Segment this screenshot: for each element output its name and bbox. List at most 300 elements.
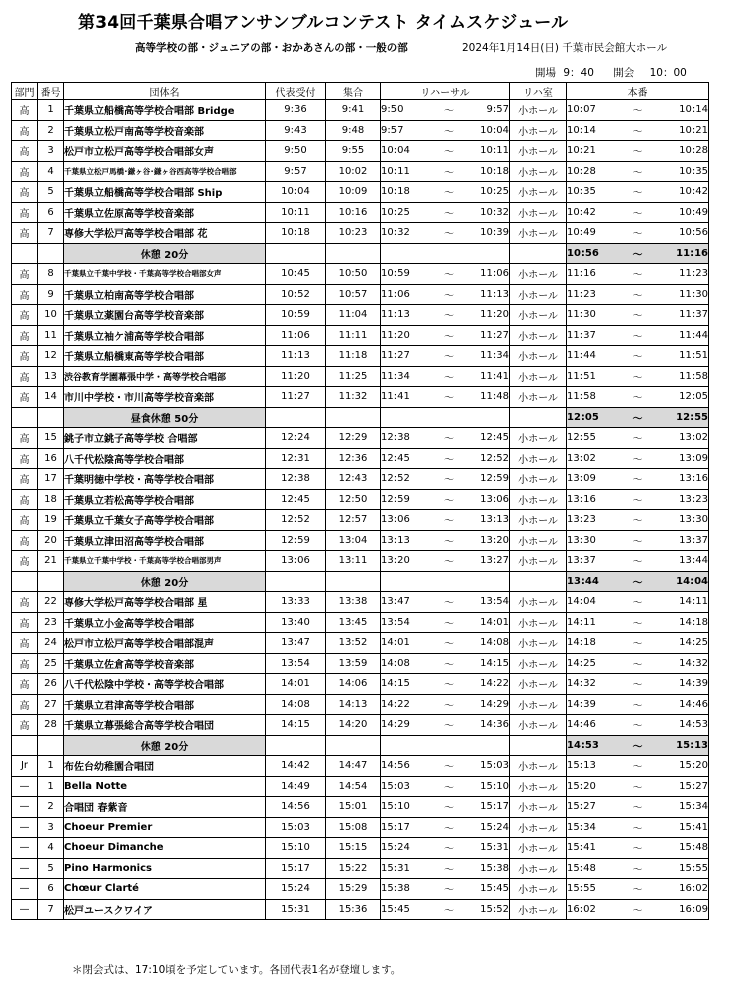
performance-start: 14:32	[567, 674, 624, 695]
performance-start: 13:30	[567, 530, 624, 551]
division-cell: —	[12, 776, 38, 797]
assembly-cell: 12:36	[326, 448, 381, 469]
reception-cell: 15:31	[266, 899, 326, 920]
rehearsal-start: 11:20	[381, 325, 437, 346]
rehearsal-start: 10:04	[381, 141, 437, 162]
reception-cell	[266, 407, 326, 428]
tilde-separator: 〜	[624, 633, 652, 654]
reception-cell: 12:38	[266, 469, 326, 490]
performance-start: 11:44	[567, 346, 624, 367]
number-cell: 25	[38, 653, 64, 674]
table-row	[12, 182, 709, 203]
rehearsal-room-cell: 小ホール	[510, 858, 567, 879]
division-cell: 高	[12, 284, 38, 305]
assembly-cell: 14:20	[326, 715, 381, 736]
tilde-separator: 〜	[624, 202, 652, 223]
group-name-cell: Choeur Premier	[64, 817, 266, 838]
rehearsal-room-cell: 小ホール	[510, 510, 567, 531]
performance-start: 13:44	[567, 571, 624, 592]
reception-cell: 15:17	[266, 858, 326, 879]
rehearsal-end: 15:24	[462, 817, 510, 838]
tilde-separator: 〜	[437, 612, 462, 633]
group-name-cell: 千葉県立佐倉高等学校音楽部	[64, 653, 266, 674]
number-cell: 27	[38, 694, 64, 715]
reception-cell: 10:18	[266, 223, 326, 244]
reception-cell: 14:56	[266, 797, 326, 818]
rehearsal-room-cell: 小ホール	[510, 489, 567, 510]
col-division: 部門	[12, 83, 38, 100]
rehearsal-end: 15:03	[462, 756, 510, 777]
tilde-separator: 〜	[437, 817, 462, 838]
rehearsal-cell	[381, 243, 510, 264]
division-cell: 高	[12, 612, 38, 633]
performance-end: 13:16	[652, 469, 709, 490]
rehearsal-end: 10:25	[462, 182, 510, 203]
tilde-separator: 〜	[624, 346, 652, 367]
performance-start: 15:13	[567, 756, 624, 777]
performance-start: 13:09	[567, 469, 624, 490]
tilde-separator: 〜	[437, 530, 462, 551]
division-cell: 高	[12, 510, 38, 531]
table-row	[12, 448, 709, 469]
rehearsal-end: 11:27	[462, 325, 510, 346]
group-name-cell: 千葉県立薬園台高等学校音楽部	[64, 305, 266, 326]
date-venue: 2024年1月14日(日) 千葉市民会館大ホール	[462, 42, 668, 54]
table-row	[12, 264, 709, 285]
table-row	[12, 325, 709, 346]
tilde-separator: 〜	[624, 838, 652, 859]
performance-end: 15:13	[652, 735, 709, 756]
group-name-cell: 千葉県立船橋高等学校合唱部 Bridge	[64, 100, 266, 121]
tilde-separator: 〜	[437, 858, 462, 879]
rehearsal-room-cell: 小ホール	[510, 797, 567, 818]
rehearsal-room-cell: 小ホール	[510, 899, 567, 920]
assembly-cell: 10:02	[326, 161, 381, 182]
number-cell: 6	[38, 879, 64, 900]
rehearsal-end: 15:31	[462, 838, 510, 859]
assembly-cell: 10:57	[326, 284, 381, 305]
rehearsal-start: 14:01	[381, 633, 437, 654]
group-name-cell: 八千代松陰高等学校合唱部	[64, 448, 266, 469]
schedule-body	[12, 100, 709, 920]
assembly-cell: 13:45	[326, 612, 381, 633]
tilde-separator: 〜	[624, 551, 652, 572]
number-cell: 10	[38, 305, 64, 326]
tilde-separator: 〜	[624, 120, 652, 141]
rehearsal-start: 10:32	[381, 223, 437, 244]
performance-end: 11:44	[652, 325, 709, 346]
rehearsal-room-cell: 小ホール	[510, 100, 567, 121]
assembly-cell: 13:52	[326, 633, 381, 654]
performance-end: 13:23	[652, 489, 709, 510]
col-group-name: 団体名	[64, 83, 266, 100]
tilde-separator: 〜	[624, 694, 652, 715]
performance-end: 14:53	[652, 715, 709, 736]
rehearsal-end: 14:29	[462, 694, 510, 715]
rehearsal-start: 14:15	[381, 674, 437, 695]
rehearsal-room-cell: 小ホール	[510, 182, 567, 203]
rehearsal-end: 10:04	[462, 120, 510, 141]
performance-end: 13:09	[652, 448, 709, 469]
division-cell: Jr	[12, 756, 38, 777]
rehearsal-start: 15:45	[381, 899, 437, 920]
group-name-cell: 千葉県立千葉女子高等学校合唱部	[64, 510, 266, 531]
assembly-cell: 9:41	[326, 100, 381, 121]
start-time: 10：00	[649, 67, 687, 79]
group-name-cell: 専修大学松戸高等学校合唱部 花	[64, 223, 266, 244]
reception-cell: 13:54	[266, 653, 326, 674]
rehearsal-room-cell: 小ホール	[510, 776, 567, 797]
rehearsal-room-cell: 小ホール	[510, 838, 567, 859]
tilde-separator: 〜	[437, 366, 462, 387]
tilde-separator: 〜	[624, 100, 652, 121]
performance-start: 11:30	[567, 305, 624, 326]
break-row	[12, 407, 709, 428]
assembly-cell: 14:47	[326, 756, 381, 777]
schedule-table	[11, 82, 709, 920]
reception-cell: 9:43	[266, 120, 326, 141]
assembly-cell: 10:09	[326, 182, 381, 203]
rehearsal-start: 11:13	[381, 305, 437, 326]
performance-end: 10:28	[652, 141, 709, 162]
rehearsal-end: 12:52	[462, 448, 510, 469]
number-cell: 18	[38, 489, 64, 510]
tilde-separator: 〜	[624, 325, 652, 346]
performance-end: 16:09	[652, 899, 709, 920]
rehearsal-start: 12:45	[381, 448, 437, 469]
division-cell: 高	[12, 325, 38, 346]
tilde-separator: 〜	[437, 633, 462, 654]
number-cell	[38, 571, 64, 592]
number-cell: 11	[38, 325, 64, 346]
tilde-separator: 〜	[437, 674, 462, 695]
performance-end: 14:32	[652, 653, 709, 674]
reception-cell: 12:59	[266, 530, 326, 551]
tilde-separator: 〜	[624, 243, 652, 264]
group-name-cell: 千葉県立千葉中学校・千葉高等学校合唱部女声	[64, 264, 266, 285]
group-name-cell: 千葉県立佐原高等学校音楽部	[64, 202, 266, 223]
division-cell: 高	[12, 264, 38, 285]
group-name-cell: Choeur Dimanche	[64, 838, 266, 859]
tilde-separator: 〜	[624, 264, 652, 285]
table-row	[12, 346, 709, 367]
division-cell: —	[12, 838, 38, 859]
number-cell: 9	[38, 284, 64, 305]
division-cell: —	[12, 899, 38, 920]
tilde-separator: 〜	[437, 387, 462, 408]
number-cell: 19	[38, 510, 64, 531]
break-row	[12, 571, 709, 592]
tilde-separator: 〜	[624, 366, 652, 387]
performance-start: 10:28	[567, 161, 624, 182]
group-name-cell: Pino Harmonics	[64, 858, 266, 879]
division-cell: 高	[12, 182, 38, 203]
table-row	[12, 469, 709, 490]
table-row	[12, 120, 709, 141]
performance-start: 13:02	[567, 448, 624, 469]
tilde-separator: 〜	[437, 161, 462, 182]
tilde-separator: 〜	[437, 797, 462, 818]
group-name-cell: 千葉県立船橋東高等学校合唱部	[64, 346, 266, 367]
division-cell: 高	[12, 489, 38, 510]
division-cell: 高	[12, 305, 38, 326]
rehearsal-start: 13:13	[381, 530, 437, 551]
division-cell: 高	[12, 633, 38, 654]
table-row	[12, 305, 709, 326]
table-row	[12, 858, 709, 879]
performance-end: 11:23	[652, 264, 709, 285]
performance-start: 14:53	[567, 735, 624, 756]
division-cell: 高	[12, 530, 38, 551]
rehearsal-end: 14:36	[462, 715, 510, 736]
performance-start: 14:46	[567, 715, 624, 736]
group-name-cell: Bella Notte	[64, 776, 266, 797]
rehearsal-start: 15:10	[381, 797, 437, 818]
reception-cell: 13:06	[266, 551, 326, 572]
rehearsal-room-cell: 小ホール	[510, 592, 567, 613]
reception-cell: 11:20	[266, 366, 326, 387]
rehearsal-room-cell: 小ホール	[510, 715, 567, 736]
group-name-cell: 渋谷教育学園幕張中学・高等学校合唱部	[64, 366, 266, 387]
rehearsal-end: 12:59	[462, 469, 510, 490]
break-row	[12, 243, 709, 264]
performance-end: 11:58	[652, 366, 709, 387]
rehearsal-start: 15:03	[381, 776, 437, 797]
number-cell: 8	[38, 264, 64, 285]
tilde-separator: 〜	[624, 858, 652, 879]
performance-start: 13:23	[567, 510, 624, 531]
division-cell	[12, 407, 38, 428]
rehearsal-start: 9:50	[381, 100, 437, 121]
rehearsal-room-cell: 小ホール	[510, 325, 567, 346]
assembly-cell: 10:16	[326, 202, 381, 223]
division-cell: 高	[12, 592, 38, 613]
rehearsal-room-cell: 小ホール	[510, 469, 567, 490]
rehearsal-start: 12:38	[381, 428, 437, 449]
rehearsal-room-cell: 小ホール	[510, 879, 567, 900]
tilde-separator: 〜	[624, 674, 652, 695]
tilde-separator: 〜	[437, 715, 462, 736]
rehearsal-start: 12:59	[381, 489, 437, 510]
tilde-separator: 〜	[437, 879, 462, 900]
performance-start: 11:16	[567, 264, 624, 285]
number-cell: 2	[38, 797, 64, 818]
rehearsal-end: 11:41	[462, 366, 510, 387]
number-cell: 5	[38, 858, 64, 879]
tilde-separator: 〜	[624, 879, 652, 900]
rehearsal-room-cell: 小ホール	[510, 551, 567, 572]
number-cell	[38, 735, 64, 756]
number-cell: 1	[38, 100, 64, 121]
division-cell: 高	[12, 202, 38, 223]
rehearsal-end: 14:08	[462, 633, 510, 654]
performance-end: 10:21	[652, 120, 709, 141]
division-cell: 高	[12, 469, 38, 490]
table-row	[12, 551, 709, 572]
rehearsal-room-cell: 小ホール	[510, 756, 567, 777]
col-reception: 代表受付	[266, 83, 326, 100]
rehearsal-end: 14:22	[462, 674, 510, 695]
opening-times	[535, 65, 691, 80]
reception-cell: 13:33	[266, 592, 326, 613]
performance-end: 12:55	[652, 407, 709, 428]
rehearsal-end: 10:32	[462, 202, 510, 223]
performance-start: 14:11	[567, 612, 624, 633]
performance-end: 13:30	[652, 510, 709, 531]
tilde-separator: 〜	[437, 899, 462, 920]
tilde-separator: 〜	[624, 284, 652, 305]
performance-start: 13:16	[567, 489, 624, 510]
col-rehearsal: リハーサル	[381, 83, 510, 100]
tilde-separator: 〜	[624, 612, 652, 633]
rehearsal-room-cell: 小ホール	[510, 387, 567, 408]
table-row	[12, 284, 709, 305]
performance-start: 15:48	[567, 858, 624, 879]
group-name-cell: 千葉県立津田沼高等学校合唱部	[64, 530, 266, 551]
rehearsal-start: 14:22	[381, 694, 437, 715]
assembly-cell: 11:32	[326, 387, 381, 408]
performance-start: 10:07	[567, 100, 624, 121]
assembly-cell: 15:15	[326, 838, 381, 859]
tilde-separator: 〜	[624, 223, 652, 244]
performance-end: 10:14	[652, 100, 709, 121]
performance-start: 10:21	[567, 141, 624, 162]
rehearsal-cell	[381, 407, 510, 428]
number-cell: 20	[38, 530, 64, 551]
group-name-cell: 千葉県立若松高等学校合唱部	[64, 489, 266, 510]
tilde-separator: 〜	[624, 182, 652, 203]
rehearsal-start: 12:52	[381, 469, 437, 490]
number-cell: 26	[38, 674, 64, 695]
table-row	[12, 776, 709, 797]
rehearsal-room-cell: 小ホール	[510, 120, 567, 141]
table-row	[12, 100, 709, 121]
number-cell: 14	[38, 387, 64, 408]
group-name-cell: 千葉県立松戸南高等学校音楽部	[64, 120, 266, 141]
table-row	[12, 387, 709, 408]
rehearsal-start: 13:54	[381, 612, 437, 633]
tilde-separator: 〜	[624, 797, 652, 818]
rehearsal-end: 13:06	[462, 489, 510, 510]
rehearsal-end: 15:52	[462, 899, 510, 920]
performance-start: 14:04	[567, 592, 624, 613]
rehearsal-room-cell: 小ホール	[510, 305, 567, 326]
assembly-cell: 14:13	[326, 694, 381, 715]
number-cell	[38, 243, 64, 264]
assembly-cell: 13:11	[326, 551, 381, 572]
performance-end: 12:05	[652, 387, 709, 408]
rehearsal-end: 10:11	[462, 141, 510, 162]
reception-cell	[266, 735, 326, 756]
assembly-cell: 13:04	[326, 530, 381, 551]
division-cell: —	[12, 879, 38, 900]
division-cell: 高	[12, 100, 38, 121]
table-row	[12, 592, 709, 613]
number-cell: 3	[38, 817, 64, 838]
tilde-separator: 〜	[437, 448, 462, 469]
rehearsal-start: 13:06	[381, 510, 437, 531]
col-rehearsal-room: リハ室	[510, 83, 567, 100]
group-name-cell: 布佐台幼稚園合唱団	[64, 756, 266, 777]
reception-cell: 11:27	[266, 387, 326, 408]
division-cell: 高	[12, 715, 38, 736]
assembly-cell: 13:59	[326, 653, 381, 674]
reception-cell: 9:36	[266, 100, 326, 121]
table-row	[12, 366, 709, 387]
rehearsal-end: 11:20	[462, 305, 510, 326]
division-cell: 高	[12, 551, 38, 572]
reception-cell: 11:13	[266, 346, 326, 367]
performance-end: 14:46	[652, 694, 709, 715]
assembly-cell	[326, 243, 381, 264]
table-row	[12, 510, 709, 531]
division-cell: 高	[12, 120, 38, 141]
assembly-cell: 15:08	[326, 817, 381, 838]
table-row	[12, 633, 709, 654]
tilde-separator: 〜	[624, 141, 652, 162]
rehearsal-start: 11:27	[381, 346, 437, 367]
reception-cell: 9:50	[266, 141, 326, 162]
rehearsal-end: 12:45	[462, 428, 510, 449]
assembly-cell: 15:36	[326, 899, 381, 920]
performance-end: 11:16	[652, 243, 709, 264]
performance-start: 10:42	[567, 202, 624, 223]
rehearsal-start: 15:31	[381, 858, 437, 879]
break-label: 休憩 20分	[64, 571, 266, 592]
number-cell: 7	[38, 223, 64, 244]
number-cell: 6	[38, 202, 64, 223]
group-name-cell: 松戸市立松戸高等学校合唱部混声	[64, 633, 266, 654]
rehearsal-room-cell	[510, 407, 567, 428]
reception-cell: 13:47	[266, 633, 326, 654]
group-name-cell: 市川中学校・市川高等学校音楽部	[64, 387, 266, 408]
number-cell: 22	[38, 592, 64, 613]
number-cell: 24	[38, 633, 64, 654]
performance-end: 11:30	[652, 284, 709, 305]
division-cell	[12, 571, 38, 592]
assembly-cell: 11:25	[326, 366, 381, 387]
tilde-separator: 〜	[437, 653, 462, 674]
rehearsal-start: 11:34	[381, 366, 437, 387]
rehearsal-start: 10:25	[381, 202, 437, 223]
table-row	[12, 223, 709, 244]
performance-start: 11:51	[567, 366, 624, 387]
rehearsal-start: 14:29	[381, 715, 437, 736]
assembly-cell: 11:11	[326, 325, 381, 346]
reception-cell: 14:08	[266, 694, 326, 715]
reception-cell: 12:45	[266, 489, 326, 510]
reception-cell: 14:49	[266, 776, 326, 797]
rehearsal-end: 14:15	[462, 653, 510, 674]
performance-end: 13:44	[652, 551, 709, 572]
division-cell: 高	[12, 223, 38, 244]
number-cell: 13	[38, 366, 64, 387]
number-cell: 2	[38, 120, 64, 141]
start-label: 開会	[613, 67, 635, 79]
performance-end: 15:27	[652, 776, 709, 797]
division-cell: 高	[12, 674, 38, 695]
rehearsal-room-cell: 小ホール	[510, 653, 567, 674]
reception-cell: 15:24	[266, 879, 326, 900]
tilde-separator: 〜	[437, 592, 462, 613]
assembly-cell: 9:48	[326, 120, 381, 141]
division-cell: 高	[12, 366, 38, 387]
reception-cell: 14:15	[266, 715, 326, 736]
performance-end: 10:56	[652, 223, 709, 244]
group-name-cell: Chœur Clarté	[64, 879, 266, 900]
division-cell: —	[12, 797, 38, 818]
reception-cell: 10:52	[266, 284, 326, 305]
